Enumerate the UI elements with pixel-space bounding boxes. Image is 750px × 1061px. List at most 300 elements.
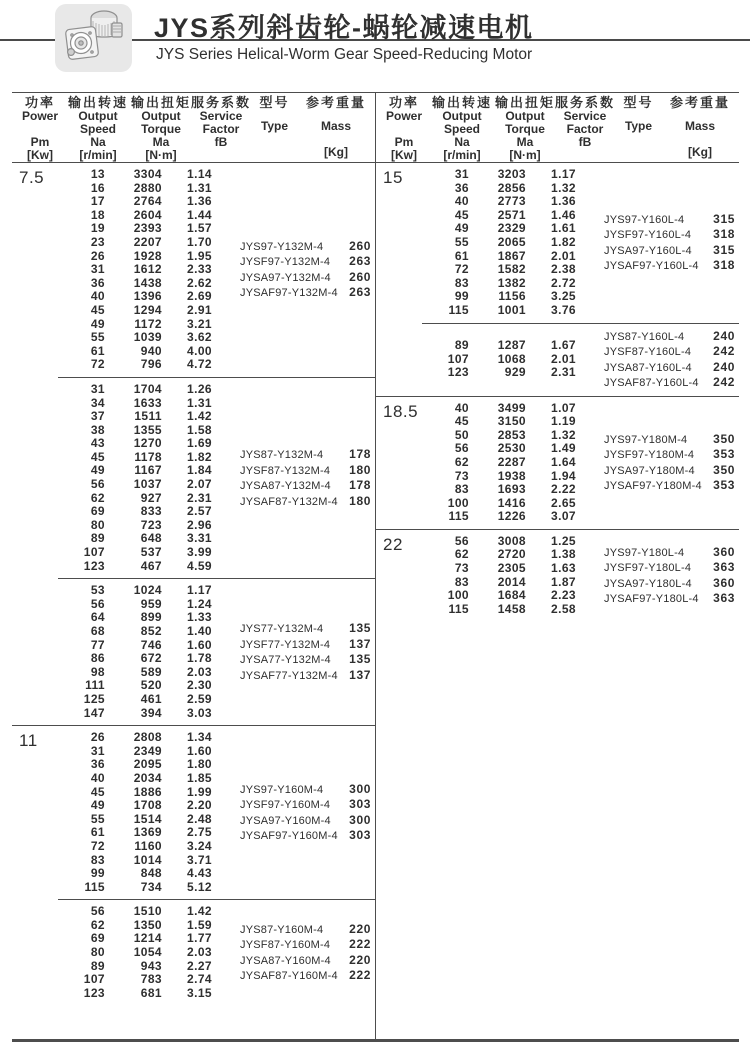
output-torque-cell: 2604 [133,207,162,222]
service-factor-cell: 1.60 [187,743,212,758]
type-row [604,360,735,376]
col-header-type [614,96,663,162]
torque-header-en2: Torque [505,122,545,136]
output-torque-cell: 1708 [133,798,162,813]
table-row [58,639,212,653]
output-speed-cell: 40 [454,194,469,209]
output-torque-cell: 1867 [497,248,526,263]
table-row [58,182,212,196]
spec-block [12,726,375,899]
output-torque-cell: 1511 [134,409,162,424]
left-table [12,93,375,1039]
table-row [58,168,212,182]
output-torque-cell: 2329 [497,221,526,236]
output-speed-cell: 50 [454,427,469,442]
output-speed-cell: 83 [454,574,469,589]
output-speed-cell: 69 [90,504,105,519]
mass-cell: 240 [713,359,735,374]
type-cell: JYSAF97-Y160M-4 [240,830,338,843]
output-torque-cell: 1024 [133,583,162,598]
output-speed-cell: 72 [90,838,105,853]
output-torque-cell: 2571 [497,207,526,222]
type-cell: JYSAF77-Y132M-4 [240,669,338,682]
output-speed-cell: 45 [454,207,469,222]
type-cell: JYSA97-Y132M-4 [240,271,331,284]
power-value: 18.5 [383,401,419,421]
output-speed-cell: 26 [90,248,105,263]
mass-cell: 363 [713,591,735,606]
power-section [12,163,375,725]
output-torque-cell: 1693 [497,482,526,497]
service-factor-cell: 1.14 [187,167,212,181]
service-factor-cell: 1.67 [551,338,576,353]
output-torque-cell: 1294 [133,302,162,317]
speed-torque-factor-list [422,329,576,391]
output-torque-cell: 1438 [133,275,162,290]
type-cell: JYSA77-Y132M-4 [240,654,331,667]
speed-torque-factor-list [422,168,576,318]
type-cell: JYSA97-Y180M-4 [604,464,695,477]
mass-cell: 220 [349,921,371,936]
type-cell: JYS97-Y160L-4 [604,213,685,226]
output-torque-cell: 899 [140,610,162,625]
table-row [58,331,212,345]
service-factor-cell: 2.03 [187,945,212,960]
service-factor-cell: 2.75 [187,825,212,840]
output-speed-cell: 53 [90,583,105,598]
type-row [240,239,371,255]
table-row [58,263,212,277]
output-speed-cell: 23 [90,234,105,249]
mass-header-en: Mass [320,119,352,133]
output-speed-cell: 147 [83,705,105,720]
output-speed-cell: 49 [90,798,105,813]
service-factor-cell: 3.07 [551,509,576,524]
service-factor-cell: 1.99 [187,784,212,799]
power-section [376,529,739,622]
table-row [58,666,212,680]
output-torque-cell: 1172 [134,316,162,331]
type-cell: JYSA87-Y132M-4 [240,480,331,493]
table-row [422,236,576,250]
service-factor-cell: 2.59 [187,691,212,706]
type-row [604,243,735,259]
output-torque-cell: 648 [140,531,162,546]
output-speed-cell: 77 [90,637,105,652]
service-factor-cell: 3.71 [187,852,212,867]
service-factor-cell: 2.01 [551,248,576,263]
output-torque-cell: 2095 [133,757,162,772]
mass-header-cn: 参考重量 [305,95,366,110]
torque-header-cn: 输出扭矩 [130,95,191,110]
type-row [604,227,735,243]
service-factor-cell: 3.62 [187,330,212,345]
output-torque-cell: 1382 [497,275,526,290]
output-speed-cell: 45 [90,784,105,799]
output-speed-cell: 100 [447,588,469,603]
type-mass-list [576,168,739,318]
output-speed-cell: 45 [454,414,469,429]
col-header-power [378,96,430,162]
output-speed-cell: 49 [90,463,105,478]
service-factor-cell: 4.00 [187,343,212,358]
factor-header-en1: Service [199,109,243,123]
spec-block [12,378,375,578]
output-torque-cell: 1396 [133,289,162,304]
output-speed-cell: 31 [90,262,105,277]
torque-header-en1: Output [141,109,181,123]
service-factor-cell: 1.58 [187,422,212,437]
power-section [376,396,739,529]
table-row [58,758,212,772]
service-factor-cell: 2.03 [187,664,212,679]
type-cell: JYSA97-Y160L-4 [604,244,692,257]
type-mass-list [212,168,375,372]
mass-cell: 263 [349,285,371,300]
mass-cell: 363 [713,560,735,575]
output-speed-cell: 64 [90,610,105,625]
table-row [58,960,212,974]
service-factor-cell: 2.31 [551,365,576,380]
type-cell: JYSA97-Y180L-4 [604,577,692,590]
output-speed-cell: 40 [90,289,105,304]
service-factor-cell: 3.24 [187,838,212,853]
output-torque-cell: 2808 [133,730,162,745]
speed-header-cn: 输出转速 [67,95,128,110]
service-factor-cell: 1.42 [187,904,212,919]
spec-block [12,579,375,725]
page-title-en: JYS Series Helical-Worm Gear Speed-Reducing Motor [156,46,533,63]
power-value: 22 [383,534,403,554]
table-row [422,589,576,603]
type-cell: JYSF87-Y132M-4 [240,464,331,477]
output-torque-cell: 940 [140,343,162,358]
output-torque-cell: 746 [140,637,162,652]
service-factor-cell: 2.27 [187,958,212,973]
table-row [58,826,212,840]
output-torque-cell: 1167 [134,463,162,478]
table-row [422,402,576,416]
table-row [58,745,212,759]
table-row [422,562,576,576]
table-row [422,483,576,497]
mass-cell: 350 [713,431,735,446]
right-table-body [376,163,739,621]
service-factor-cell: 2.58 [551,601,576,616]
output-speed-cell: 62 [454,547,469,562]
output-speed-cell: 61 [90,825,105,840]
power-section [12,725,375,1005]
table-row [58,277,212,291]
table-row [58,250,212,264]
col-header-factor [556,96,614,162]
power-value: 15 [383,168,403,187]
speed-torque-factor-list [58,584,212,720]
mass-cell: 353 [713,478,735,493]
type-cell: JYS87-Y160M-4 [240,923,324,936]
type-row [240,937,371,953]
masthead [0,0,750,92]
mass-cell: 137 [349,636,371,651]
speed-header-en2: Speed [443,122,480,136]
type-row [604,344,735,360]
output-speed-cell: 56 [90,904,105,919]
spec-block [12,900,375,1005]
mass-cell: 178 [349,447,371,462]
output-speed-cell: 115 [448,509,469,524]
table-row [58,973,212,987]
speed-torque-factor-list [422,402,576,524]
mass-cell: 360 [713,575,735,590]
torque-header-cn: 输出扭矩 [494,95,555,110]
mass-cell: 318 [713,227,735,242]
power-symbol: Pm [30,135,50,149]
table-row [422,510,576,524]
output-speed-cell: 62 [90,917,105,932]
power-value: 7.5 [19,168,45,187]
service-factor-cell: 3.99 [187,545,212,560]
power-header-en: Power [21,109,58,123]
output-speed-cell: 73 [454,468,469,483]
type-cell: JYSF97-Y180L-4 [604,562,692,575]
mass-cell: 300 [349,781,371,796]
table-row [58,451,212,465]
type-cell: JYSAF87-Y160L-4 [604,377,699,390]
output-speed-cell: 56 [90,477,105,492]
table-row [58,598,212,612]
mass-cell: 315 [713,211,735,226]
output-torque-cell: 1510 [133,904,162,919]
output-torque-cell: 2720 [497,547,526,562]
output-speed-cell: 49 [454,221,469,236]
output-torque-cell: 461 [140,691,162,706]
service-factor-cell: 1.60 [187,637,212,652]
type-row [240,478,371,494]
speed-torque-factor-list [58,383,212,573]
spec-block [12,163,375,377]
service-factor-cell: 1.63 [551,561,576,576]
col-header-torque [494,96,556,162]
type-row [604,576,735,592]
output-speed-cell: 56 [454,533,469,548]
service-factor-cell: 1.38 [551,547,576,562]
type-row [240,953,371,969]
mass-cell: 240 [713,328,735,343]
output-speed-cell: 40 [454,400,469,415]
table-row [58,854,212,868]
table-row [58,209,212,223]
factor-header-en2: Factor [566,122,604,136]
output-speed-cell: 115 [448,302,469,317]
col-header-power [14,96,66,162]
output-speed-cell: 98 [90,664,105,679]
output-torque-cell: 1037 [133,477,162,492]
table-row [58,492,212,506]
output-torque-cell: 3499 [497,400,526,415]
service-factor-cell: 2.33 [187,262,212,277]
table-row [58,304,212,318]
output-speed-cell: 17 [90,194,105,209]
output-torque-cell: 1226 [497,509,526,524]
mass-cell: 263 [349,254,371,269]
speed-torque-factor-list [58,168,212,372]
service-factor-cell: 3.03 [187,705,212,720]
type-row [240,828,371,844]
service-factor-cell: 1.36 [551,194,576,209]
type-row [604,447,735,463]
mass-cell: 360 [713,544,735,559]
table-row [58,290,212,304]
type-row [240,797,371,813]
output-torque-cell: 3203 [497,167,526,181]
type-mass-list [212,731,375,894]
output-speed-cell: 123 [447,365,469,380]
service-factor-cell: 2.69 [187,289,212,304]
output-torque-cell: 1287 [497,338,526,353]
table-row [58,707,212,721]
output-torque-cell: 681 [140,985,162,1000]
output-torque-cell: 1160 [134,838,162,853]
service-factor-cell: 1.70 [187,234,212,249]
type-cell: JYSAF87-Y132M-4 [240,495,338,508]
service-factor-cell: 1.82 [551,234,576,249]
type-row [240,285,371,301]
table-row [58,345,212,359]
table-row [58,222,212,236]
output-torque-cell: 1270 [133,436,162,451]
table-row [422,535,576,549]
output-speed-cell: 99 [454,289,469,304]
output-speed-cell: 13 [90,167,105,181]
service-factor-cell: 1.17 [551,167,576,181]
table-row [58,867,212,881]
service-factor-cell: 3.31 [187,531,212,546]
output-torque-cell: 1416 [497,495,526,510]
table-row [422,263,576,277]
type-row [240,254,371,270]
output-speed-cell: 36 [454,180,469,195]
type-cell: JYSA87-Y160M-4 [240,954,331,967]
output-speed-cell: 125 [83,691,105,706]
type-row [604,258,735,274]
factor-header-cn: 服务系数 [555,95,616,110]
service-factor-cell: 1.36 [187,194,212,209]
type-row [240,968,371,984]
type-row [604,375,735,391]
table-row [422,456,576,470]
output-speed-cell: 16 [90,180,105,195]
output-torque-cell: 1054 [133,945,162,960]
table-row [58,505,212,519]
type-row [240,637,371,653]
output-speed-cell: 37 [90,409,105,424]
output-speed-cell: 40 [90,770,105,785]
output-torque-cell: 1582 [497,262,526,277]
mass-cell: 222 [349,968,371,983]
service-factor-cell: 3.21 [187,316,212,331]
mass-cell: 303 [349,797,371,812]
service-factor-cell: 1.31 [187,395,212,410]
output-speed-cell: 107 [83,545,105,560]
mass-cell: 137 [349,667,371,682]
factor-header-en1: Service [563,109,607,123]
service-factor-cell: 1.32 [551,427,576,442]
type-cell: JYS97-Y132M-4 [240,240,324,253]
output-torque-cell: 1612 [133,262,162,277]
table-row [58,611,212,625]
table-row [422,366,576,380]
output-torque-cell: 2349 [133,743,162,758]
output-torque-cell: 3304 [133,167,162,181]
mass-cell: 178 [349,478,371,493]
col-header-mass [299,96,373,162]
output-torque-cell: 672 [140,651,162,666]
type-row [604,329,735,345]
service-factor-cell: 4.72 [187,357,212,372]
type-row [604,560,735,576]
table-row [58,464,212,478]
table-row [58,813,212,827]
type-row [240,494,371,510]
output-torque-cell: 943 [140,958,162,973]
output-speed-cell: 115 [84,879,105,894]
output-torque-cell: 1886 [133,784,162,799]
speed-header-cn: 输出转速 [431,95,492,110]
speed-torque-factor-list [422,535,576,617]
output-torque-cell: 3008 [497,533,526,548]
table-row [422,209,576,223]
table-row [58,584,212,598]
type-row [240,463,371,479]
output-speed-cell: 31 [90,381,105,396]
col-header-mass [663,96,737,162]
torque-unit: [N·m] [509,148,541,162]
service-factor-cell: 2.72 [551,275,576,290]
table-row [58,519,212,533]
output-torque-cell: 2764 [133,194,162,209]
service-factor-cell: 5.12 [187,879,212,894]
power-value [12,383,58,573]
table-row [58,919,212,933]
torque-symbol: Ma [516,135,534,149]
table-row [58,987,212,1001]
output-speed-cell: 115 [448,601,469,616]
table-row [58,786,212,800]
output-speed-cell: 89 [90,958,105,973]
power-value [376,329,422,391]
output-speed-cell: 89 [90,531,105,546]
output-speed-cell: 49 [90,316,105,331]
spec-tables [12,92,739,1042]
output-torque-cell: 467 [140,558,162,573]
output-speed-cell: 80 [90,517,105,532]
output-torque-cell: 520 [140,678,162,693]
power-value [12,584,58,720]
table-row [58,881,212,895]
service-factor-cell: 2.57 [187,504,212,519]
output-speed-cell: 111 [85,678,105,693]
output-torque-cell: 537 [140,545,162,560]
table-row [422,222,576,236]
table-row [422,168,576,182]
type-row [240,447,371,463]
table-row [422,339,576,353]
type-cell: JYS97-Y180L-4 [604,546,685,559]
output-speed-cell: 80 [90,945,105,960]
type-row [240,270,371,286]
type-cell: JYS97-Y160M-4 [240,783,324,796]
type-row [240,668,371,684]
